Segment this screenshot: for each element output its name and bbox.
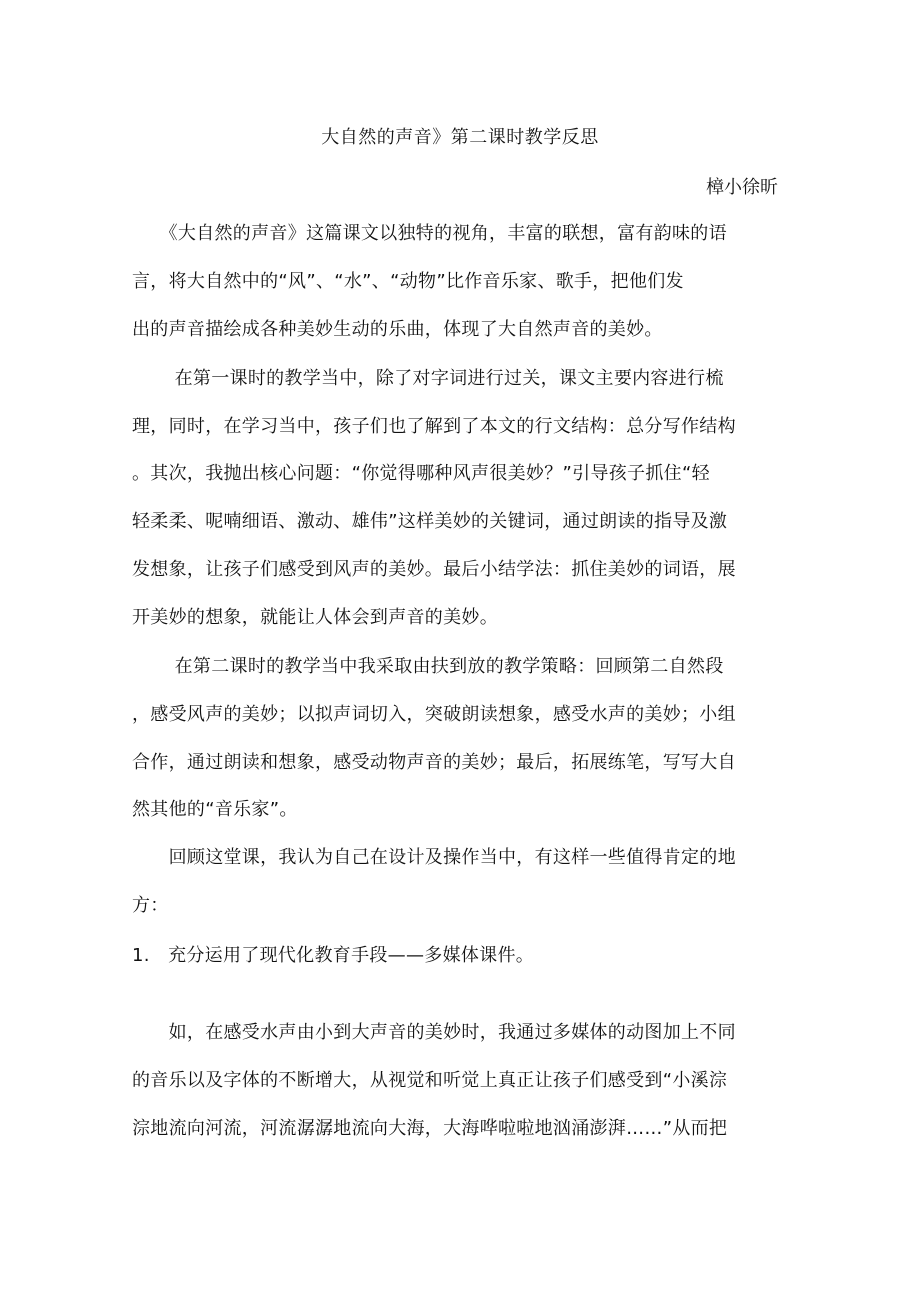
text-line: 轻柔柔、呢喃细语、激动、雄伟”这样美妙的关键词，通过朗读的指导及激 bbox=[132, 511, 728, 532]
text-line: 在第二课时的教学当中我采取由扶到放的教学策略：回顾第二自然段 bbox=[132, 656, 724, 677]
text-line: 开美妙的想象，就能让人体会到声音的美妙。 bbox=[132, 607, 498, 628]
text-line: 言，将大自然中的“风”、“水”、“动物”比作音乐家、歌手，把他们发 bbox=[132, 271, 684, 292]
text-line: 回顾这堂课，我认为自己在设计及操作当中，有这样一些值得肯定的地 bbox=[132, 847, 736, 868]
author-name: 樟小徐昕 bbox=[706, 177, 778, 198]
text-line: 方： bbox=[132, 895, 169, 916]
text-line: 理，同时，在学习当中，孩子们也了解到了本文的行文结构：总分写作结构 bbox=[132, 416, 736, 437]
text-line: 《大自然的声音》这篇课文以独特的视角，丰富的联想，富有韵味的语 bbox=[132, 223, 727, 244]
numbered-item: 1. 充分运用了现代化教育手段——多媒体课件。 bbox=[132, 945, 535, 966]
text-line: 出的声音描绘成各种美妙生动的乐曲，体现了大自然声音的美妙。 bbox=[132, 319, 663, 340]
text-line: 在第一课时的教学当中，除了对字词进行过关，课文主要内容进行梳 bbox=[132, 368, 724, 389]
text-line: 如，在感受水声由小到大声音的美妙时，我通过多媒体的动图加上不同 bbox=[132, 1022, 736, 1043]
text-line: 淙地流向河流，河流潺潺地流向大海，大海哗啦啦地汹涌澎湃……”从而把 bbox=[132, 1118, 728, 1139]
text-line: 然其他的“音乐家”。 bbox=[132, 799, 298, 820]
text-line: 合作，通过朗读和想象，感受动物声音的美妙；最后，拓展练笔，写写大自 bbox=[132, 752, 736, 773]
text-line: 的音乐以及字体的不断增大，从视觉和听觉上真正让孩子们感受到“小溪淙 bbox=[132, 1070, 728, 1091]
text-line: 。其次，我抛出核心问题：“你觉得哪种风声很美妙？”引导孩子抓住“轻 bbox=[132, 463, 710, 484]
document-title: 大自然的声音》第二课时教学反思 bbox=[321, 127, 599, 148]
text-line: 发想象，让孩子们感受到风声的美妙。最后小结学法：抓住美妙的词语，展 bbox=[132, 559, 736, 580]
text-line: ，感受风声的美妙；以拟声词切入，突破朗读想象，感受水声的美妙；小组 bbox=[132, 704, 736, 725]
